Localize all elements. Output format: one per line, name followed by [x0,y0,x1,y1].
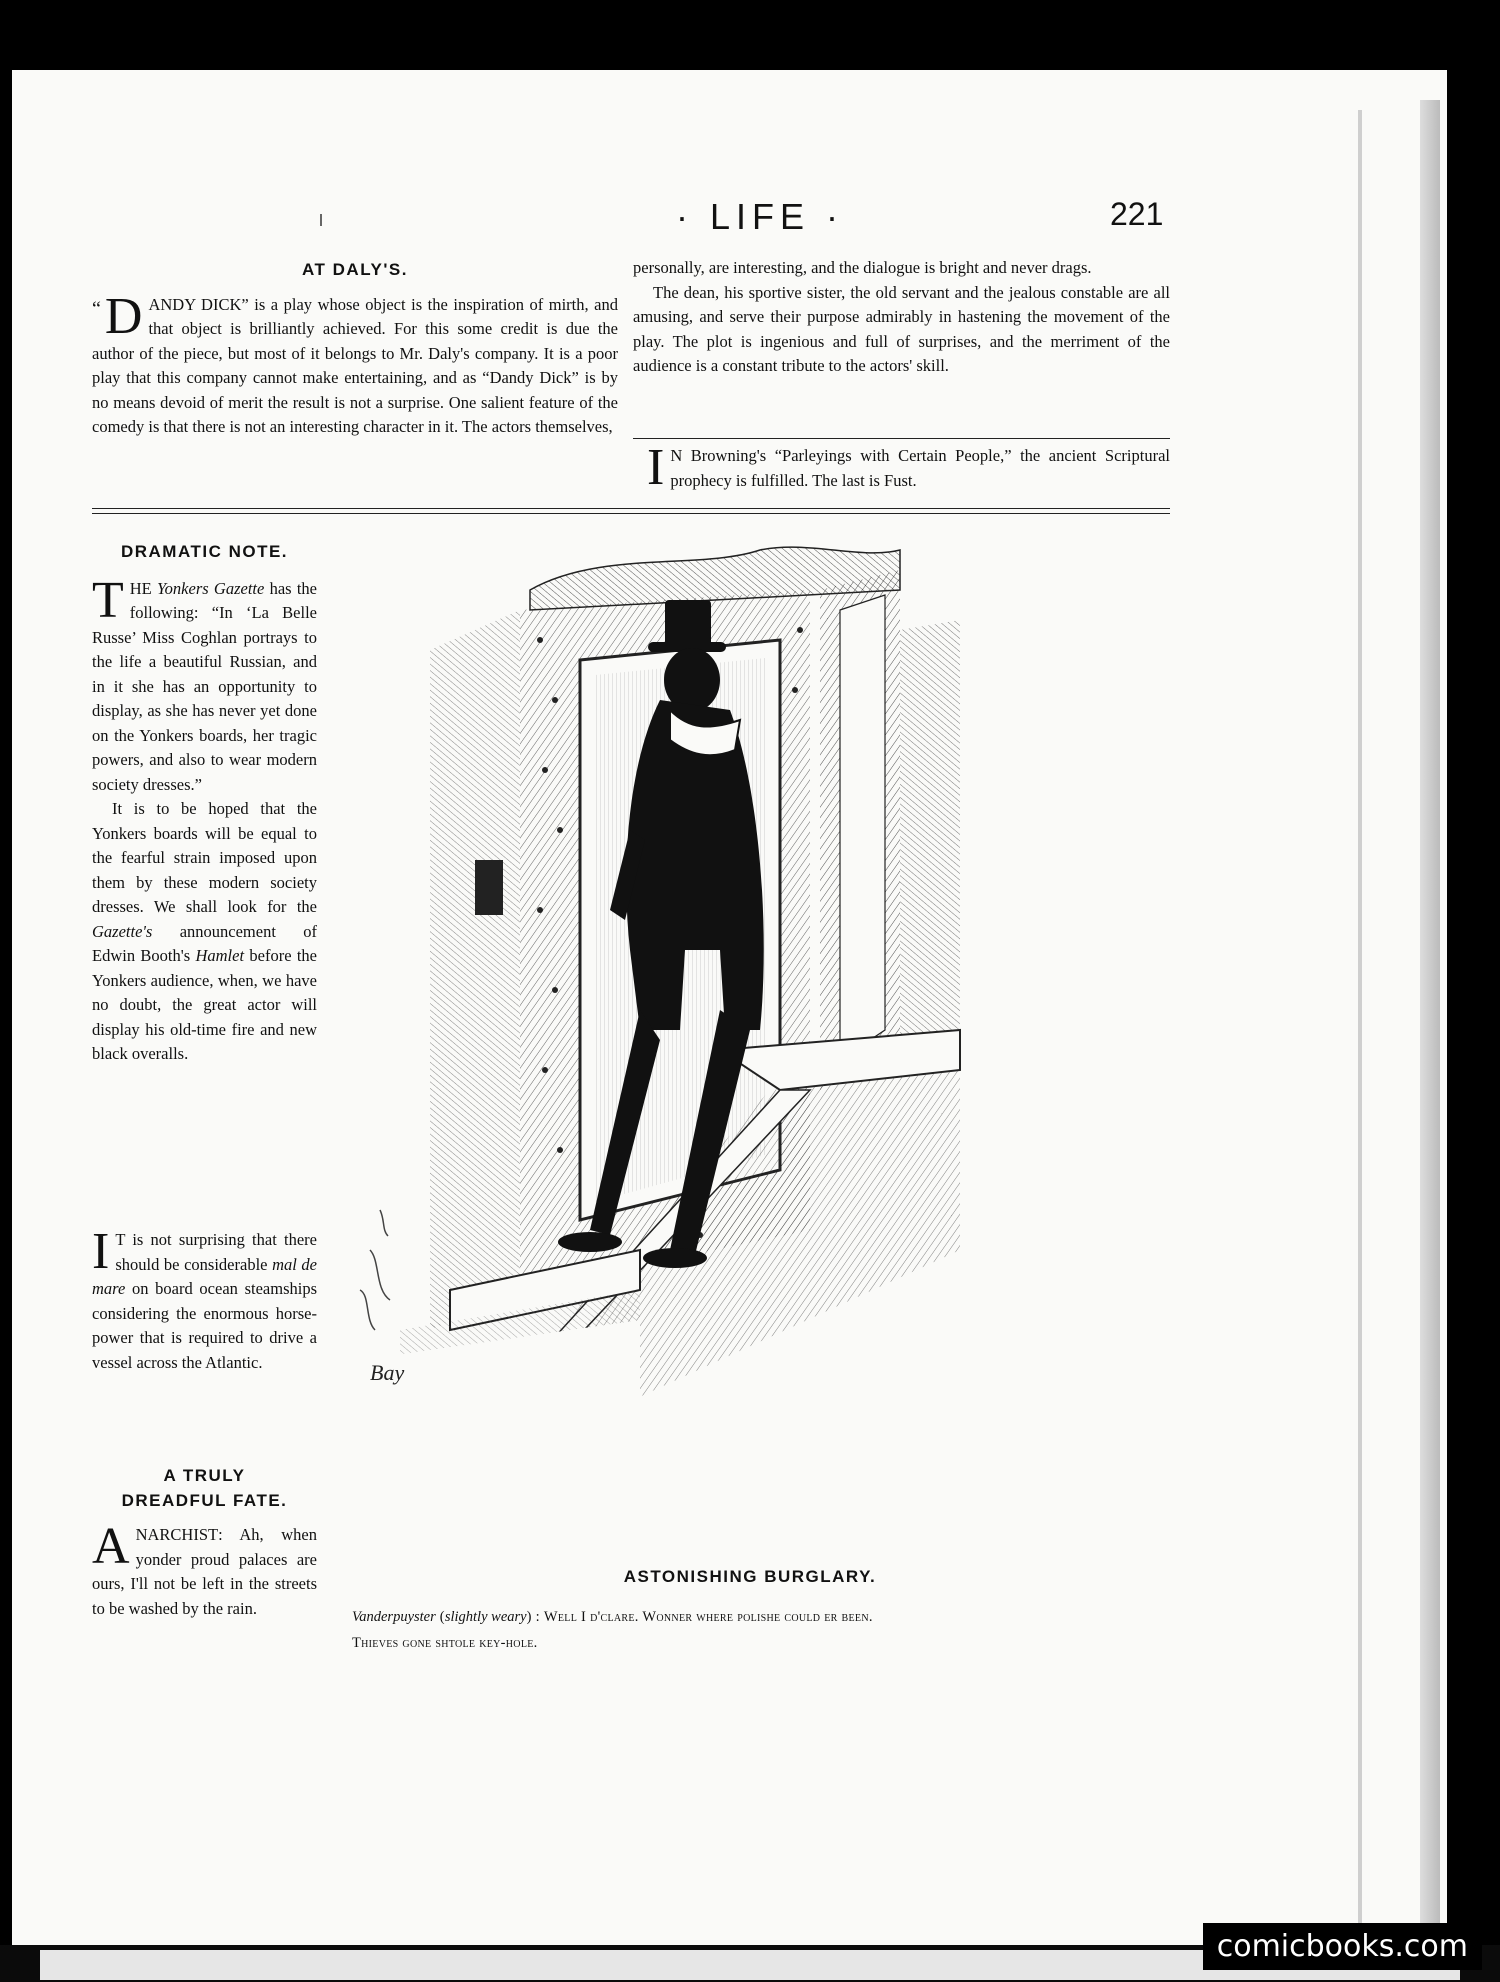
article-heading: DREADFUL FATE. [121,1490,288,1510]
keyhole-plate [475,860,503,915]
page-fold-line [1358,110,1362,1950]
cartoon-caption: Vanderpuyster (slightly weary) : Well I d'clare. Wonner where polishe could er been. Thieves gone shtole key-hole. [352,1609,873,1651]
article-paragraph: personally, are interesting, and the dialogue is bright and never drags. [633,258,1092,277]
masthead-title: · LIFE · [675,196,844,237]
section-divider [92,508,1170,514]
artist-signature: Bay [370,1360,405,1385]
article-heading: A TRULY [163,1466,246,1485]
article-mal-de-mare: I T is not surprising that there should be considerable mal de mare on board ocean steamships considering the enormous horse-power that is required to drive a vessel across the Atlantic. [92,1223,317,1372]
article-heading: DRAMATIC NOTE. [120,542,289,561]
article-browning: I N Browning's “Parleyings with Certain People,” the ancient Scriptural prophecy is fulfilled. The last is Fust. [647,439,1170,496]
drop-cap: D [104,287,143,345]
drop-cap: I [92,1223,110,1280]
print-mark [320,214,322,226]
burglary-illustration [340,530,1190,1560]
article-heading: AT DALY'S. [302,260,408,279]
article-at-dalys-continued [633,256,1170,379]
page-number: 221 [1110,196,1164,232]
drop-cap: I [647,439,665,496]
article-paragraph: “ D ANDY DICK” is a play whose object is the inspiration of mirth, and that object is brilliantly achieved. For this some credit is due the author of the piece, but most of it belongs to Mr. Daly's company. It is a poor play that this company cannot make entertaining, and as “Dandy Dick” is by no means devoid of merit the result is not a surprise. One salient feature of the comedy is that there is not an interesting character in it. The actors themselves, [92,287,618,436]
article-paragraph: The dean, his sportive sister, the old servant and the jealous constable are all amusing, and serve their purpose admirably in hastening the movement of the play. The plot is ingenious and full of surprises, and the merriment of the audience is a constant tribute to the actors' skill. [633,282,1170,375]
drop-cap: T [92,571,124,629]
article-paragraph: THE Yonkers Gazette has the following: “In ‘La Belle Russe’ Miss Coghlan portrays to the life a beautiful Russian, and in it she has an opportunity to display, as she has never yet done on the Yonkers boards, her tragic powers, and also to wear modern society dresses.” [92,571,317,794]
drop-cap: A [92,1518,130,1575]
article-dreadful-fate: A TRULY DREADFUL FATE. ANARCHIST: Ah, when yonder proud palaces are ours, I'll not be left in the streets to be washed by the rain. [92,1466,317,1618]
site-watermark: comicbooks.com [1203,1923,1482,1970]
cartoon-title: ASTONISHING BURGLARY. [623,1567,877,1586]
article-dramatic-note [92,540,317,1067]
article-at-dalys [92,258,618,440]
wall [430,610,520,1330]
article-paragraph: It is to be hoped that the Yonkers boards will be equal to the fearful strain imposed upon them by these modern society dresses. We shall look for the Gazette's announcement of Edwin Booth's Hamlet before the Yonkers audience, when, we have no doubt, the great actor will display his old-time fire and new black overalls. [92,799,317,1063]
column-rule [633,438,1170,439]
page-edge [1420,100,1440,1950]
